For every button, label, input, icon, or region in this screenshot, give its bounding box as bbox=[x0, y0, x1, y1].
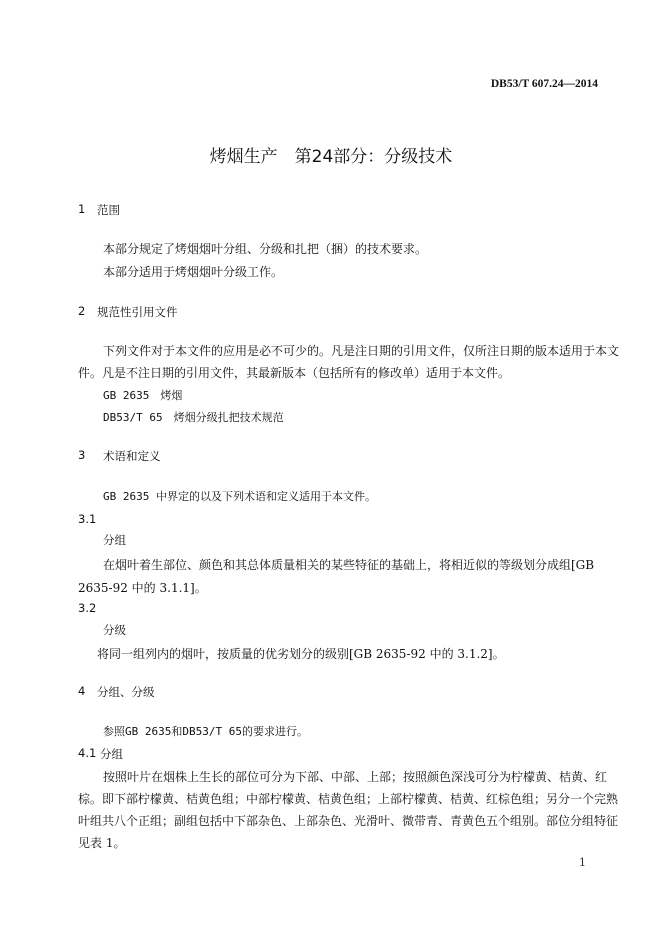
section-3-para: GB 2635 中界定的以及下列术语和定义适用于本文件。 bbox=[103, 490, 376, 503]
standard-code: DB53/T 607.24—2014 bbox=[490, 78, 598, 90]
term-3-1-definition-line-2: 2635-92 中的 3.1.1]。 bbox=[78, 581, 207, 595]
section-1-number: 1 bbox=[78, 202, 86, 216]
reference-gb2635: GB 2635 烤烟 bbox=[103, 389, 183, 402]
reference-db53t65: DB53/T 65 烤烟分级扎把技术规范 bbox=[103, 411, 284, 424]
section-1-para-1: 本部分规定了烤烟烟叶分组、分级和扎把（捆）的技术要求。 bbox=[103, 242, 428, 256]
page-number: 1 bbox=[579, 856, 586, 869]
section-4-1-line-4: 见表 1。 bbox=[78, 836, 126, 850]
section-4-title: 分组、分级 bbox=[97, 685, 155, 699]
section-3-title: 术语和定义 bbox=[103, 449, 161, 463]
section-4-para: 参照GB 2635和DB53/T 65的要求进行。 bbox=[103, 725, 308, 738]
term-3-1-definition-line-1: 在烟叶着生部位、颜色和其总体质量相关的某些特征的基础上，将相近似的等级划分成组[GB bbox=[103, 558, 595, 572]
section-4-1-line-1: 按照叶片在烟株上生长的部位可分为下部、中部、上部；按照颜色深浅可分为柠檬黄、桔黄、红 bbox=[103, 770, 608, 784]
section-2-para-line-2: 件。凡是不注日期的引用文件，其最新版本（包括所有的修改单）适用于本文件。 bbox=[78, 366, 511, 380]
term-3-2-definition: 将同一组列内的烟叶，按质量的优劣划分的级别[GB 2635-92 中的 3.1.2]。 bbox=[97, 647, 505, 661]
term-3-1-name: 分组 bbox=[103, 533, 126, 547]
section-2-number: 2 bbox=[78, 304, 86, 318]
term-3-1-number: 3.1 bbox=[78, 512, 97, 526]
section-4-1-line-3: 叶组共八个正组；副组包括中下部杂色、上部杂色、光滑叶、微带青、青黄色五个组别。部位分组特征 bbox=[78, 814, 619, 828]
section-3-number: 3 bbox=[78, 448, 86, 462]
section-4-1-number: 4.1 bbox=[78, 746, 97, 760]
term-3-2-name: 分级 bbox=[103, 623, 126, 637]
section-1-title: 范围 bbox=[97, 203, 120, 217]
section-4-1-line-2: 棕。即下部柠檬黄、桔黄色组；中部柠檬黄、桔黄色组；上部柠檬黄、桔黄、红棕色组；另分一个完熟 bbox=[78, 792, 619, 806]
section-2-para-line-1: 下列文件对于本文件的应用是必不可少的。凡是注日期的引用文件，仅所注日期的版本适用于本文 bbox=[103, 344, 620, 358]
section-4-1-title: 分组 bbox=[100, 747, 123, 761]
document-title: 烤烟生产 第24部分：分级技术 bbox=[209, 147, 453, 167]
section-1-para-2: 本部分适用于烤烟烟叶分级工作。 bbox=[103, 265, 284, 279]
section-4-number: 4 bbox=[78, 684, 86, 698]
term-3-2-number: 3.2 bbox=[78, 601, 97, 615]
section-2-title: 规范性引用文件 bbox=[97, 305, 178, 319]
